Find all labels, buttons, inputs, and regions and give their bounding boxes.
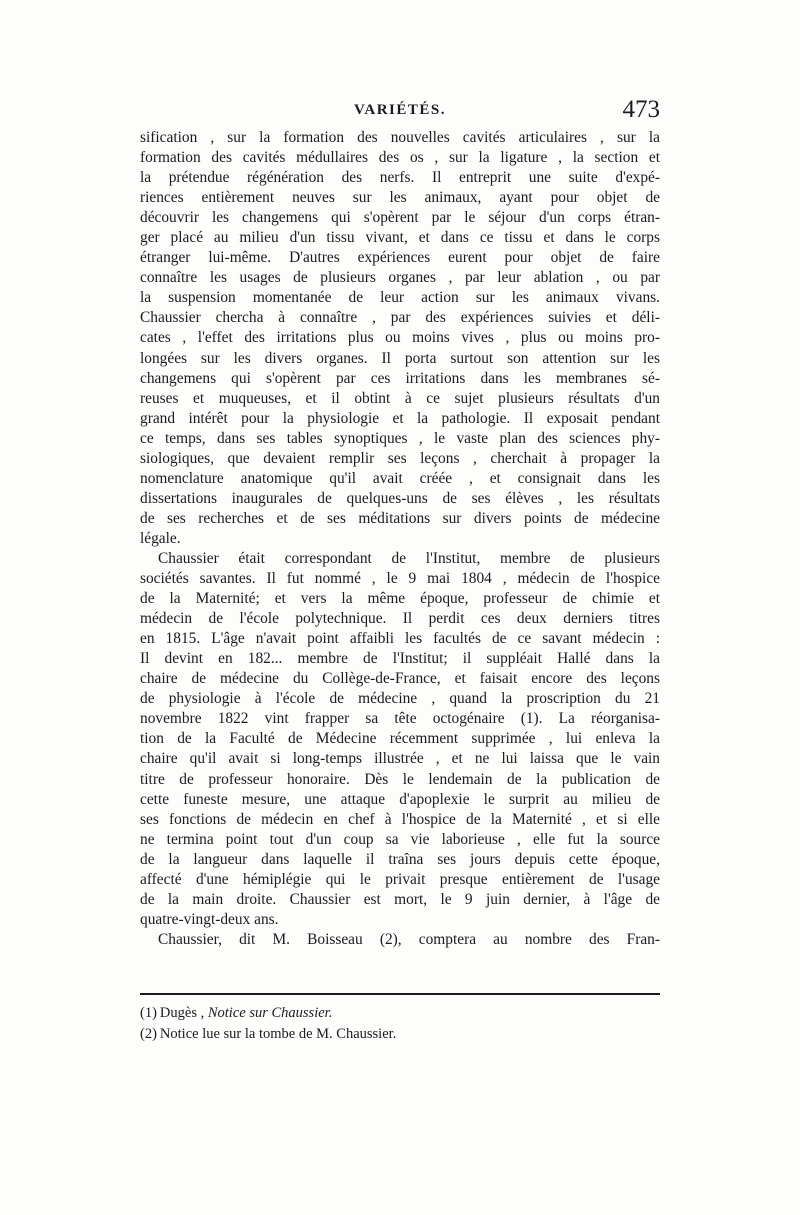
text-line: ger placé au milieu d'un tissu vivant, et dans ce tissu et dans le corps <box>140 229 660 247</box>
text-line: la prétendue régénération des nerfs. Il entreprit une suite d'expé- <box>140 169 660 187</box>
text-line: cates , l'effet des irritations plus ou moins vives , plus ou moins pro- <box>140 329 660 347</box>
text-line: longées sur les divers organes. Il porta surtout son attention sur les <box>140 349 660 367</box>
text-line: ses fonctions de médecin en chef à l'hospice de la Maternité , et si elle <box>140 810 660 828</box>
footnote-rule <box>140 993 660 995</box>
text-line: cette funeste mesure, une attaque d'apoplexie le surprit au milieu de <box>140 790 660 808</box>
text-line: grand intérêt pour la physiologie et la pathologie. Il exposait pendant <box>140 409 660 427</box>
text-line: dissertations inaugurales de quelques-uns de ses élèves , les résultats <box>140 489 660 507</box>
footnote-mark: (2) <box>140 1026 157 1042</box>
text-line: formation des cavités médullaires des os , sur la ligature , la section et <box>140 149 660 167</box>
footnote-mark: (1) <box>140 1005 157 1021</box>
text-line: de physiologie à l'école de médecine , quand la proscription du 21 <box>140 690 660 708</box>
text-line: novembre 1822 vint frapper sa tête octogénaire (1). La réorganisa- <box>140 710 660 728</box>
text-line: affecté d'une hémiplégie qui le privait presque entièrement de l'usage <box>140 870 660 888</box>
text-line: quatre-vingt-deux ans. <box>140 910 279 928</box>
text-line: Il devint en 182... membre de l'Institut; il suppléait Hallé dans la <box>140 650 660 668</box>
page-number: 473 <box>622 96 660 123</box>
text-line: ce temps, dans ses tables synoptiques , le vaste plan des sciences phy- <box>140 429 660 447</box>
text-line: reuses et muqueuses, et il obtint à ce sujet plusieurs résultats d'un <box>140 389 660 407</box>
text-line: de la main droite. Chaussier est mort, le 9 juin dernier, à l'âge de <box>140 890 660 908</box>
text-line: sification , sur la formation des nouvelles cavités articulaires , sur la <box>140 129 660 146</box>
running-head <box>140 96 660 128</box>
footnote <box>140 1003 660 1024</box>
text-line: de ses recherches et de ses méditations sur divers points de médecine <box>140 509 660 527</box>
footnotes <box>140 1003 660 1045</box>
body-text <box>140 128 660 950</box>
text-line: de la langueur dans laquelle il traîna ses jours depuis cette époque, <box>140 850 660 868</box>
text-line: ne termina point tout d'un coup sa vie laborieuse , elle fut la source <box>140 830 660 848</box>
text-line: de la Maternité; et vers la même époque, professeur de chimie et <box>140 590 660 608</box>
text-line: chaire qu'il avait si long-temps illustrée , et ne lui laissa que le vain <box>140 750 660 768</box>
text-line: titre de professeur honoraire. Dès le lendemain de la publication de <box>140 770 660 788</box>
footnote <box>140 1024 660 1045</box>
text-line: découvrir les changemens qui s'opèrent par le séjour d'un corps étran- <box>140 209 660 227</box>
text-line: riences entièrement neuves sur les animaux, ayant pour objet de <box>140 189 660 207</box>
text-line: siologiques, que devaient remplir ses leçons , cherchait à propager la <box>140 449 660 467</box>
text-line: médecin de l'école polytechnique. Il perdit ces deux derniers titres <box>140 610 660 628</box>
text-line: la suspension momentanée de leur action sur les animaux vivans. <box>140 289 660 307</box>
text-line: Chaussier était correspondant de l'Institut, membre de plusieurs <box>158 549 660 567</box>
footnote-text: Notice lue sur la tombe de M. Chaussier. <box>159 1026 397 1042</box>
footnote-title: Notice sur Chaussier. <box>207 1005 333 1021</box>
text-line: tion de la Faculté de Médecine récemment supprimée , lui enleva la <box>140 730 660 748</box>
text-line: sociétés savantes. Il fut nommé , le 9 mai 1804 , médecin de l'hospice <box>140 570 660 588</box>
text-line: Chaussier, dit M. Boisseau (2), comptera au nombre des Fran- <box>158 930 660 948</box>
text-line: connaître les usages de plusieurs organes , par leur ablation , ou par <box>140 269 660 287</box>
text-line: Chaussier chercha à connaître , par des expériences suivies et déli- <box>140 309 660 327</box>
text-line: légale. <box>140 529 181 547</box>
text-line: étranger lui-même. D'autres expériences eurent pour objet de faire <box>140 249 660 267</box>
footnote-text: Dugès , <box>159 1005 205 1021</box>
text-line: chaire de médecine du Collège-de-France, et faisait encore des leçons <box>140 670 660 688</box>
text-line: en 1815. L'âge n'avait point affaibli les facultés de ce savant médecin : <box>140 630 660 648</box>
text-line: changemens qui s'opèrent par ces irritations dans les membranes sé- <box>140 369 660 387</box>
text-line: nomenclature anatomique qu'il avait créée , et consignait dans les <box>140 469 660 487</box>
running-title: VARIÉTÉS. <box>353 102 446 118</box>
